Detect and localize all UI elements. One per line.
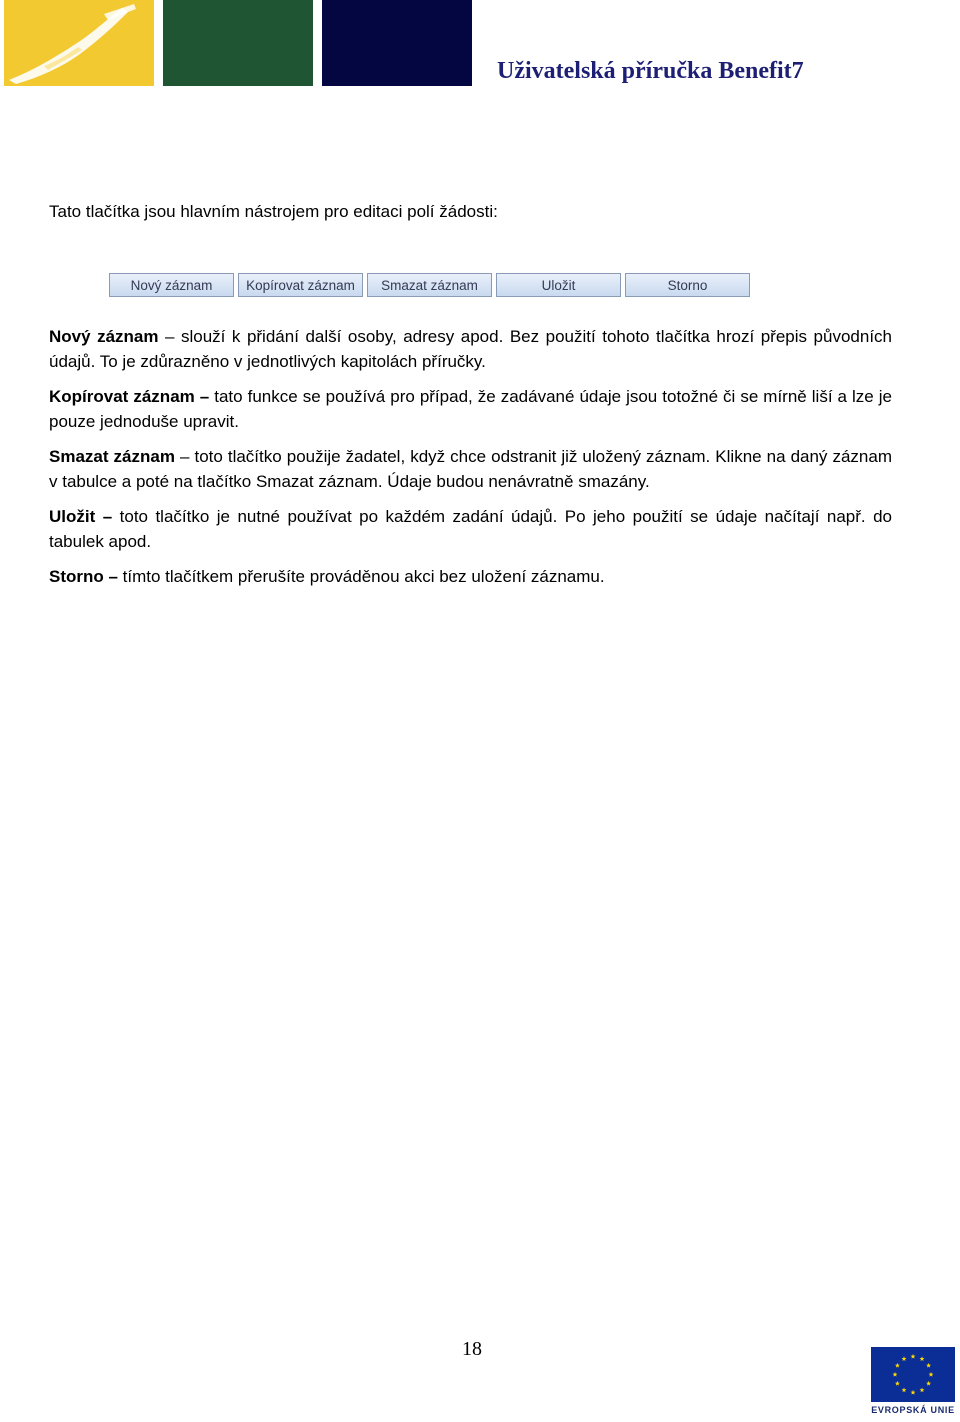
term-new-record: Nový záznam [49,327,159,346]
term-cancel: Storno – [49,567,118,586]
desc-delete-record: – toto tlačítko použije žadatel, když chce odstranit již uložený záznam. Klikne na daný záznam v tabulce a poté na tlačítko Smazat záznam. Údaje budou nenávratně smazány. [49,447,892,491]
header-block-navy [322,0,472,86]
paragraph-new-record [49,324,892,374]
term-save: Uložit – [49,507,113,526]
paragraph-save [49,504,892,554]
eu-label: EVROPSKÁ UNIE [871,1405,955,1415]
header-logo-yellow [4,0,154,86]
eu-logo [871,1347,955,1415]
desc-save: toto tlačítko je nutné používat po každém zadání údajů. Po jeho použití se údaje načítají např. do tabulek apod. [49,507,893,551]
eu-flag-icon [871,1347,955,1402]
page-number: 18 [462,1338,482,1360]
save-button[interactable]: Uložit [496,273,621,297]
cancel-button[interactable]: Storno [625,273,750,297]
document-title: Uživatelská příručka Benefit7 [497,58,804,84]
header-block-green [163,0,313,86]
desc-new-record: – slouží k přidání další osoby, adresy apod. Bez použití tohoto tlačítka hrozí přepis původních údajů. To je zdůrazněno v jednotlivých kapitolách příručky. [49,327,892,371]
desc-copy-record: tato funkce se používá pro případ, že zadávané údaje jsou totožné či se mírně liší a lze je pouze jednoduše upravit. [49,387,892,431]
new-record-button[interactable]: Nový záznam [109,273,234,297]
intro-text: Tato tlačítka jsou hlavním nástrojem pro editaci polí žádosti: [49,202,498,221]
paragraph-delete-record [49,444,892,494]
copy-record-button[interactable]: Kopírovat záznam [238,273,363,297]
term-copy-record: Kopírovat záznam – [49,387,210,406]
paragraph-cancel [49,564,892,589]
delete-record-button[interactable]: Smazat záznam [367,273,492,297]
brush-stroke-icon [4,0,154,86]
desc-cancel: tímto tlačítkem přerušíte prováděnou akci bez uložení záznamu. [117,567,605,586]
paragraph-copy-record [49,384,892,434]
term-delete-record: Smazat záznam [49,447,175,466]
